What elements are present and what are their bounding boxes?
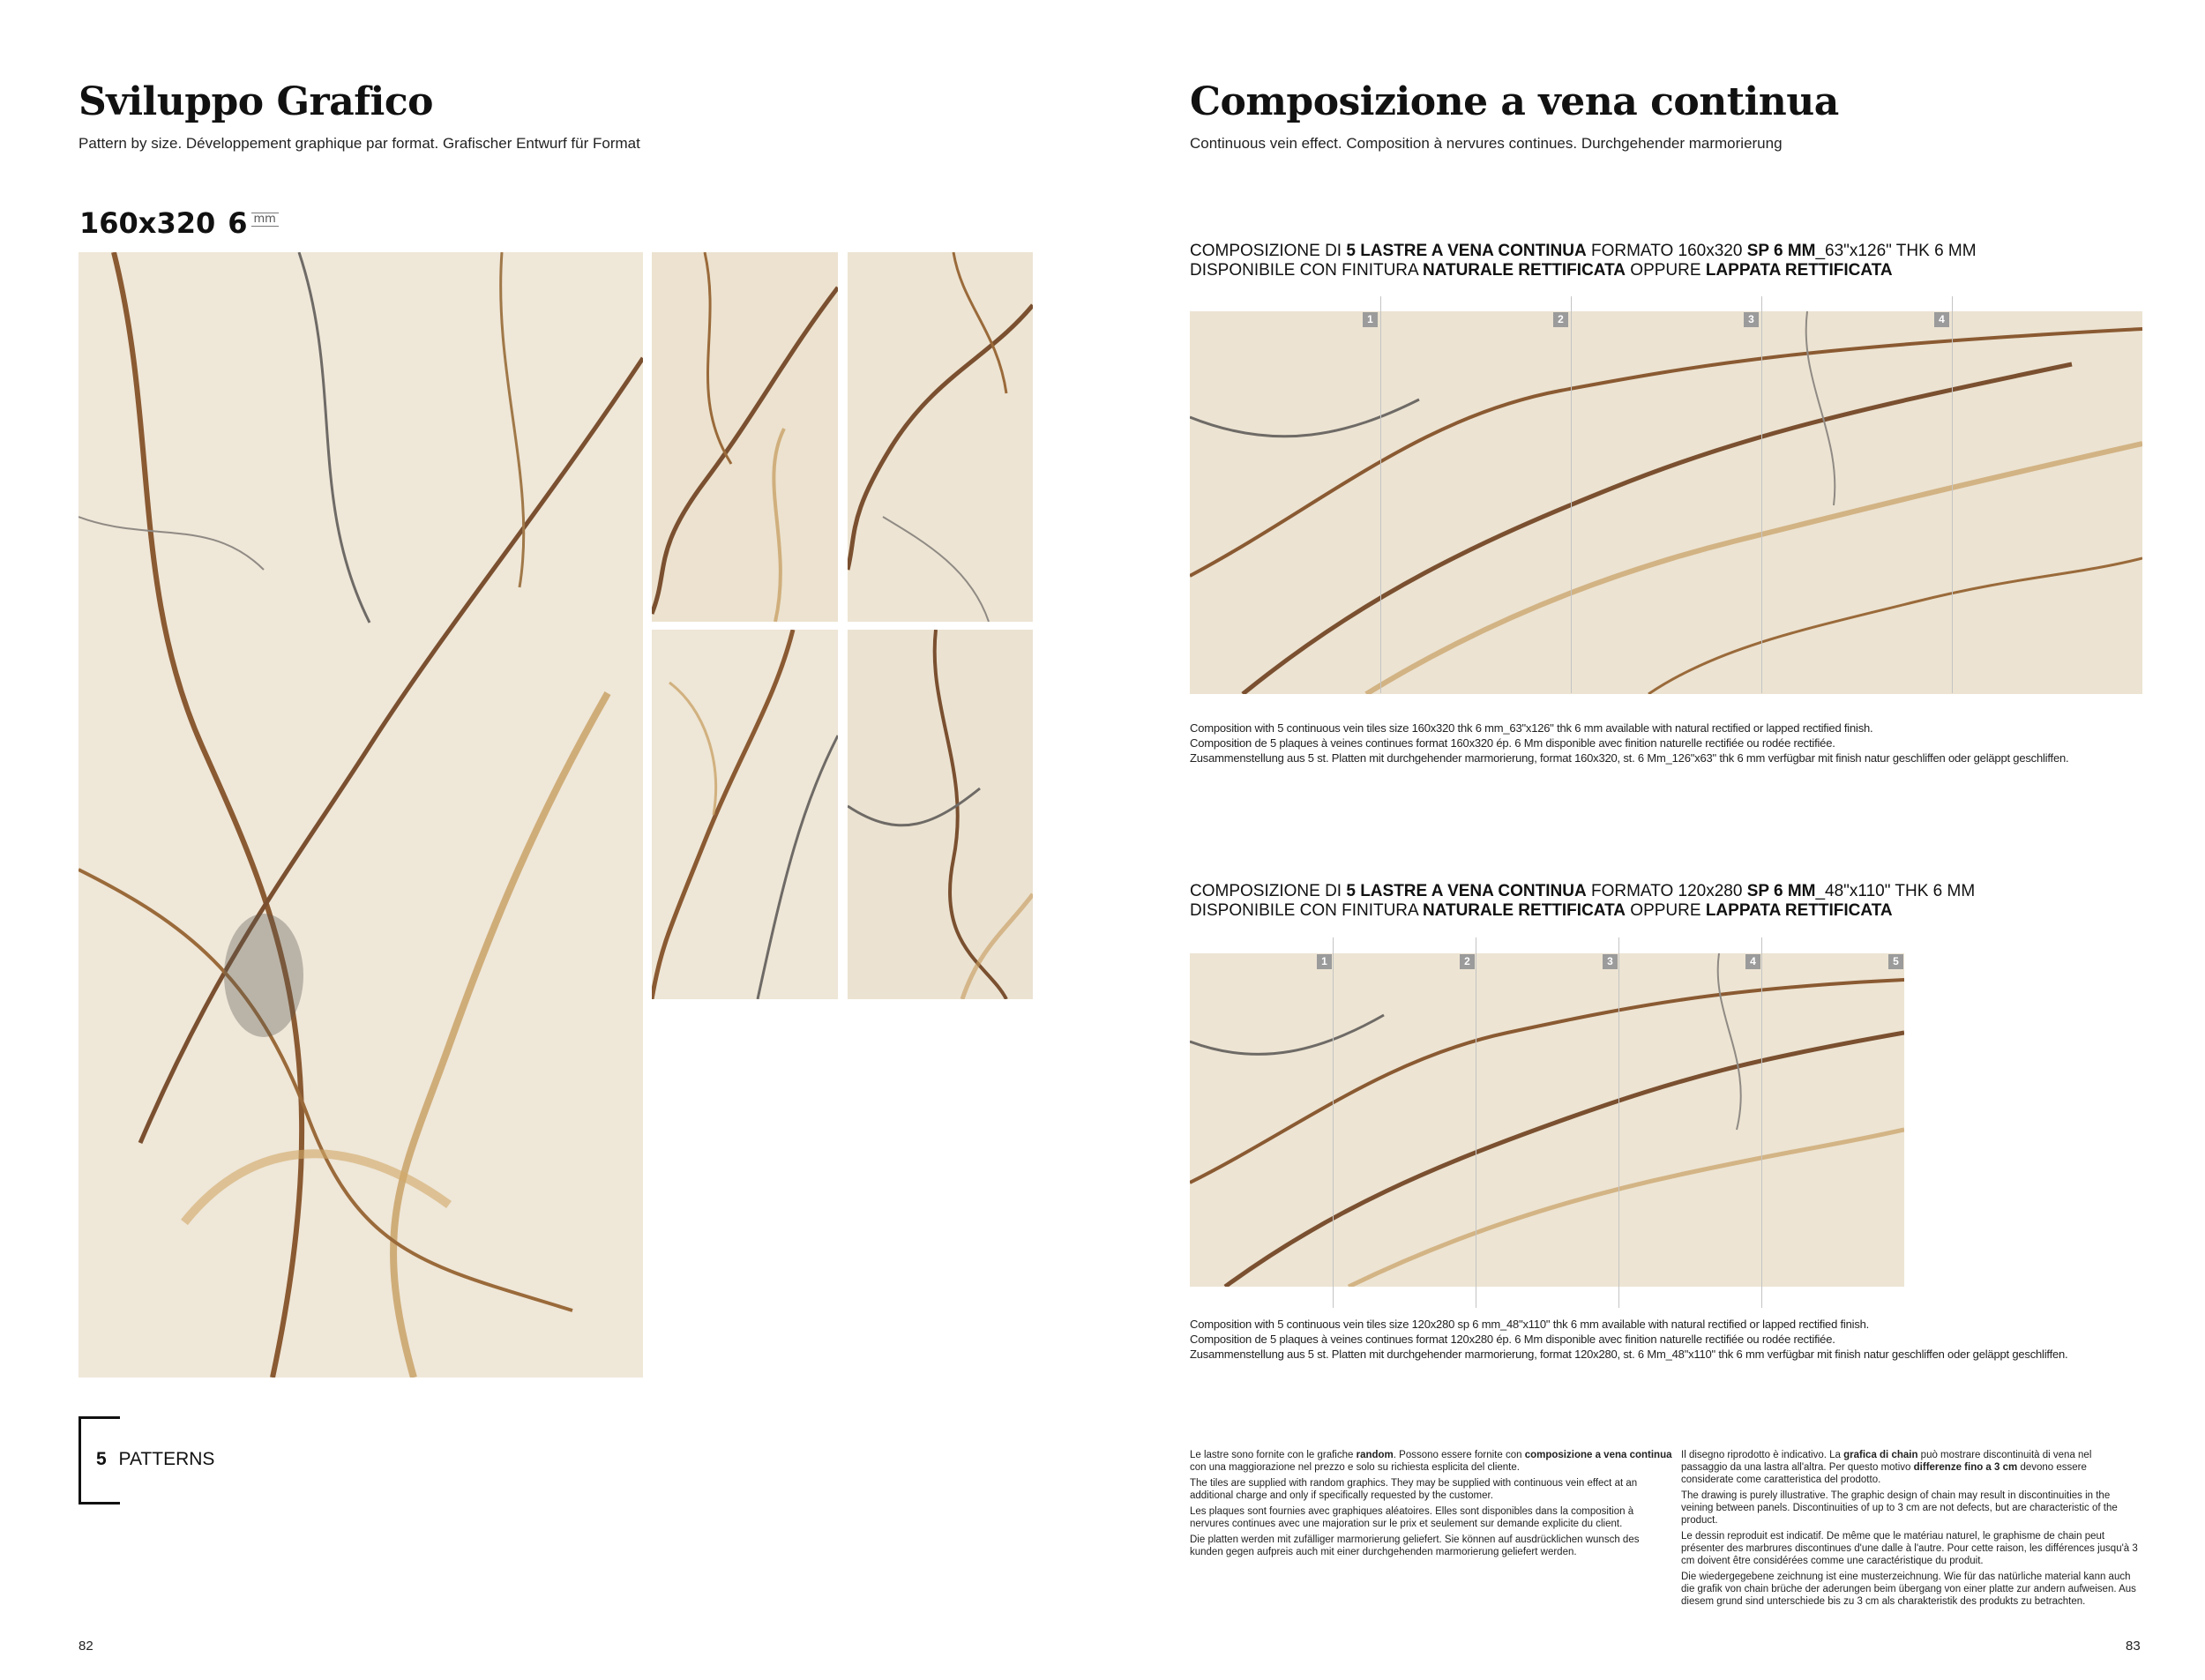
size-label: 160x320 [79, 206, 216, 240]
left-page-title: Sviluppo Grafico [78, 79, 434, 124]
thickness-unit: mm [251, 213, 279, 227]
composition-2-image [1190, 953, 1904, 1287]
composition-2-caption: Composition with 5 continuous vein tiles size 120x280 sp 6 mm_48"x110" thk 6 mm available with natural rectified or lapped rectified finish. Composition de 5 plaques à veines continues format 120x280 ép. 6 Mm disponible avec finition naturelle rectifiée ou rodée rectifiée. Zusammenstellung aus 5 st. Platten mit durchgehender marmorierung, format 120x280, st. 6 Mm_48"x110" thk 6 mm verfügbar mit finish natur geschliffen oder geläppt geschliffen. [1190, 1318, 2068, 1361]
left-page-subtitle: Pattern by size. Développement graphique par format. Grafischer Entwurf für Format [78, 135, 640, 152]
composition-1-tag: 3 [1744, 312, 1759, 327]
composition-1-divider [1380, 296, 1381, 693]
composition-2-divider [1333, 937, 1334, 1308]
small-marble-slab-1 [652, 252, 838, 622]
composition-1-tag: 1 [1363, 312, 1378, 327]
patterns-label: PATTERNS [118, 1449, 215, 1469]
composition-1-tag: 4 [1934, 312, 1949, 327]
composition-2-tag: 2 [1460, 954, 1475, 969]
composition-1-image [1190, 311, 2142, 694]
supply-note: Le lastre sono fornite con le grafiche random. Possono essere fornite con composizione a vena continua con una maggiorazione nel prezzo e solo su richiesta esplicita del cliente. The tiles are supplied with random graphics. They may be supplied with continuous vein effect at an additional charge and only if specifically requested by the customer. Les plaques sont fournies avec graphiques aléatoires. Elles sont disponibles dans la composition à nervures continues avec une majoration sur le prix et seulement sur demande explicite du client. Die platten werden mit zufälliger marmorierung geliefert. Sie können auf ausdrücklichen wunsch des kunden gegen aufpreis auch mit einer durchgehenden marmorierung geliefert werden. [1190, 1450, 1672, 1557]
composition-1-tag: 2 [1553, 312, 1568, 327]
composition-2-heading: COMPOSIZIONE DI 5 LASTRE A VENA CONTINUA FORMATO 120x280 SP 6 MM_48"x110" THK 6 MM DISPONIBILE CON FINITURA NATURALE RETTIFICATA OPPURE LAPPATA RETTIFICATA [1190, 882, 1976, 920]
composition-2-tag: 3 [1603, 954, 1618, 969]
size-indicator [79, 206, 279, 240]
large-marble-slab [78, 252, 643, 1378]
patterns-count: 5 [96, 1449, 107, 1469]
disclaimer-note: Il disegno riprodotto è indicativo. La grafica di chain può mostrare discontinuità di vena nel passaggio da una lastra all'altra. Per questo motivo differenze fino a 3 cm devono essere considerate come caratteristica del prodotto. The drawing is purely illustrative. The graphic design of chain may result in discontinuities in the veining between panels. Discontinuities of up to 3 cm are not defects, but are characteristic of the product. Le dessin reproduit est indicatif. De même que le matériau naturel, le graphisme de chain peut présenter des marbrures discontinues d'une dalle à l'autre. Pour cette raison, les différences jusqu'à 3 cm doivent être considérées comme une caractéristique du produit. Die wiedergegebene zeichnung ist eine musterzeichnung. Wie für das natürliche material kann auch die grafik von chain brüche der aderungen beim übergang von einer platte zur andern aufweisen. Aus diesem grund sind unterschiede bis zu 3 cm als charakteristik des produkts zu betrachten. [1681, 1450, 2138, 1607]
composition-2-tag: 5 [1888, 954, 1903, 969]
right-page-subtitle: Continuous vein effect. Composition à nervures continues. Durchgehender marmorierung [1190, 135, 1783, 152]
composition-2-tag: 4 [1745, 954, 1760, 969]
composition-1-divider [1952, 296, 1953, 693]
small-marble-slab-4 [848, 630, 1033, 999]
composition-2-tag: 1 [1317, 954, 1332, 969]
patterns-badge [96, 1449, 214, 1470]
page-number-left: 82 [78, 1639, 93, 1654]
composition-1-divider [1571, 296, 1572, 693]
composition-1-divider [1761, 296, 1762, 693]
thickness-value: 6 [228, 206, 248, 240]
small-marble-slab-2 [848, 252, 1033, 622]
page-number-right: 83 [2126, 1639, 2141, 1654]
composition-1-heading: COMPOSIZIONE DI 5 LASTRE A VENA CONTINUA FORMATO 160x320 SP 6 MM_63"x126" THK 6 MM DISPONIBILE CON FINITURA NATURALE RETTIFICATA OPPURE LAPPATA RETTIFICATA [1190, 242, 1977, 280]
right-page-title: Composizione a vena continua [1190, 79, 1839, 124]
composition-1-caption: Composition with 5 continuous vein tiles size 160x320 thk 6 mm_63"x126" thk 6 mm available with natural rectified or lapped rectified finish. Composition de 5 plaques à veines continues format 160x320 ép. 6 Mm disponible avec finition naturelle rectifiée ou rodée rectifiée. Zusammenstellung aus 5 st. Platten mit durchgehender marmorierung, format 160x320, st. 6 Mm_126"x63" thk 6 mm verfügbar mit finish natur geschliffen oder geläppt geschliffen. [1190, 721, 2069, 765]
composition-2-divider [1618, 937, 1619, 1308]
composition-2-divider [1761, 937, 1762, 1308]
small-marble-slab-3 [652, 630, 838, 999]
